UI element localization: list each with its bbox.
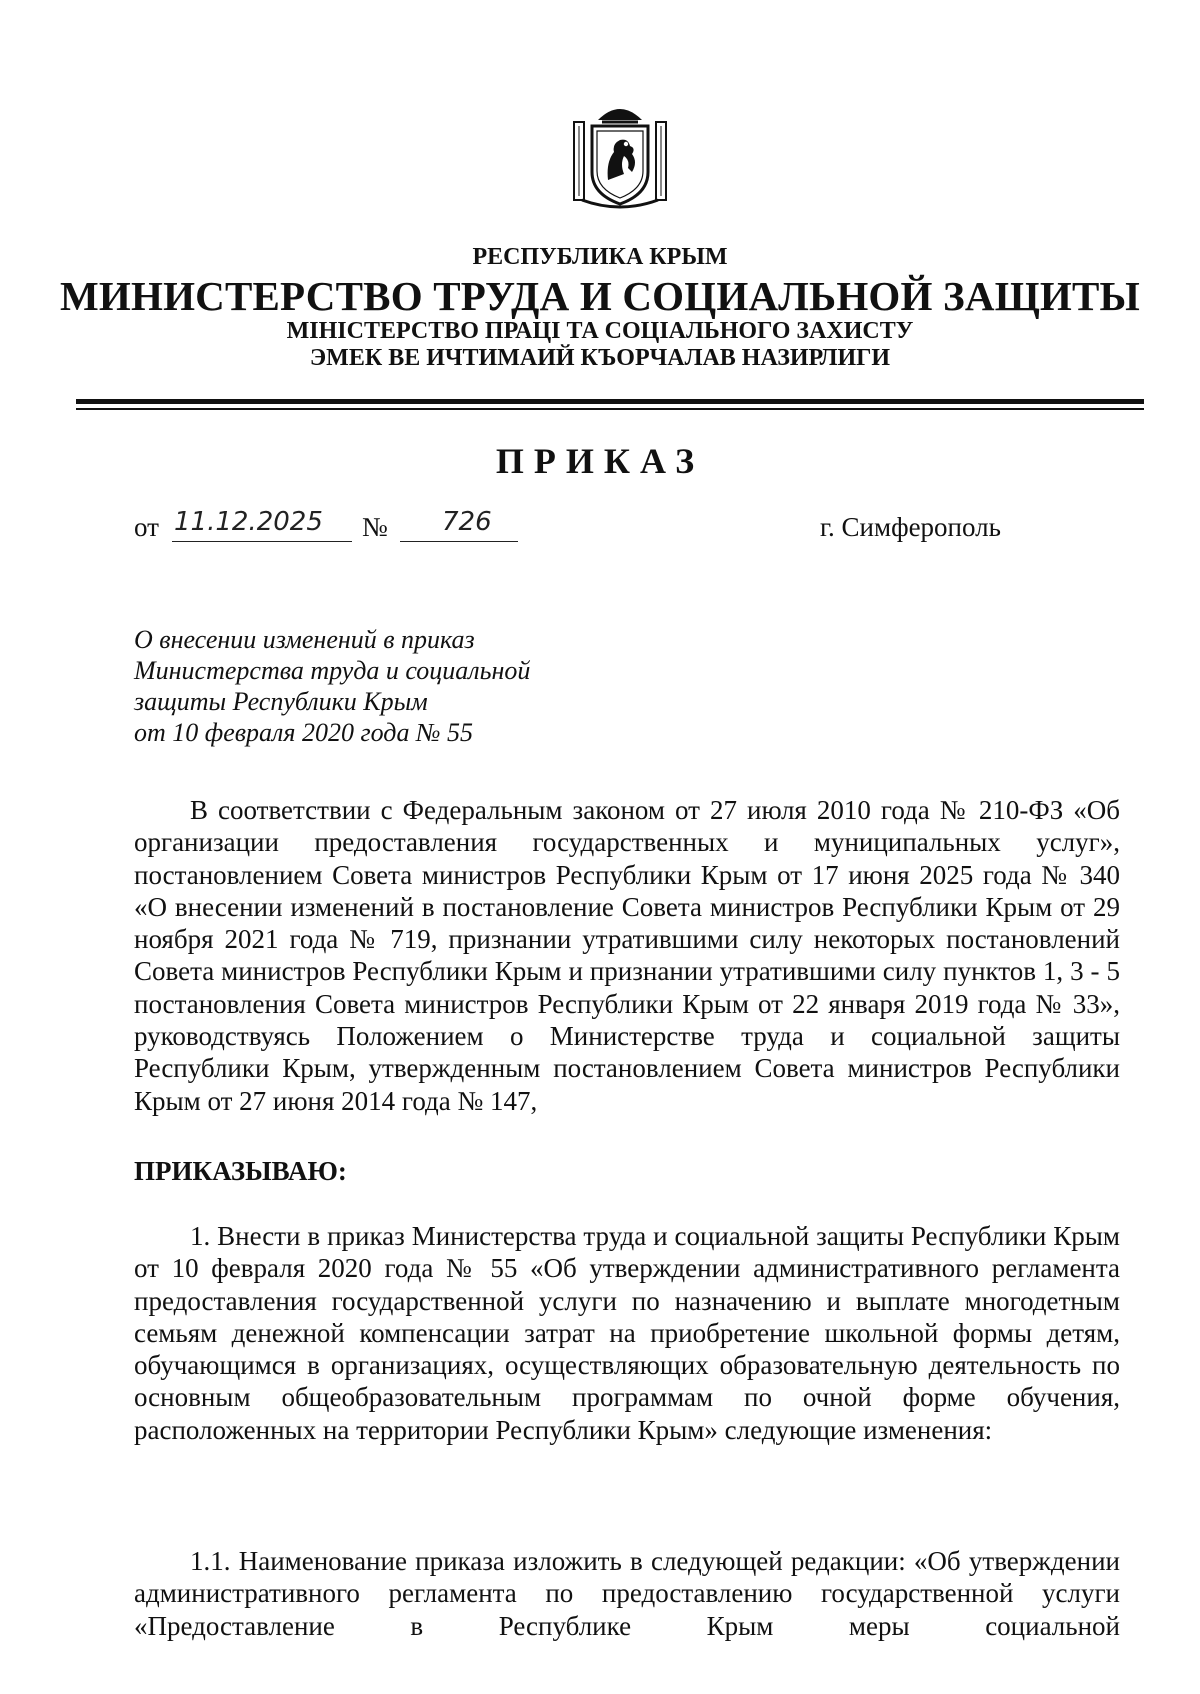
header-ministry-crimean-tatar: ЭМЕК ВЕ ИЧТИМАИЙ КЪОРЧАЛАВ НАЗИРЛИГИ: [309, 345, 891, 371]
header-ministry-ukrainian: МІНІСТЕРСТВО ПРАЦІ ТА СОЦІАЛЬНОГО ЗАХИСТУ: [286, 318, 914, 344]
item-1-paragraph: 1. Внести в приказ Министерства труда и социальной защиты Республики Крым от 10 февраля 2020 года № 55 «Об утверждении административного регламента предоставления государственной услуги по назначению и выплате многодетным семьям денежной компенсации затрат на приобретение школьной формы детям, обучающимся в организациях, осуществляющих образовательную деятельность по основным общеобразовательным программам по очной форме обучения, расположенных на территории Республики Крым» следующие изменения:: [134, 1221, 1120, 1445]
subject-line: Министерства труда и социальной: [134, 656, 531, 685]
header-divider-thin: [76, 408, 1144, 410]
item-1-1-paragraph: 1.1. Наименование приказа изложить в следующей редакции: «Об утверждении административного регламента по предоставлению государственной услуги «Предоставление в Республике Крым меры социальной: [134, 1546, 1120, 1641]
date-prefix: от: [134, 512, 159, 542]
number-prefix: №: [362, 512, 388, 542]
subject-line: О внесении изменений в приказ: [134, 625, 475, 654]
number-field: [400, 503, 518, 542]
coat-of-arms-icon: [568, 100, 672, 212]
date-field: [172, 503, 352, 542]
document-title: ПРИКАЗ: [495, 441, 705, 481]
header-divider-thick: [76, 399, 1144, 404]
header-republic: РЕСПУБЛИКА КРЫМ: [472, 244, 728, 270]
city: г. Симферополь: [820, 512, 1001, 542]
subject-block: [134, 624, 530, 748]
subject-line: от 10 февраля 2020 года № 55: [134, 718, 473, 747]
header-ministry: МИНИСТЕРСТВО ТРУДА И СОЦИАЛЬНОЙ ЗАЩИТЫ: [59, 273, 1141, 319]
handwritten-number: 726: [442, 507, 492, 537]
preamble-paragraph: В соответствии с Федеральным законом от 27 июля 2010 года № 210-ФЗ «Об организации предоставления государственных и муниципальных услуг», постановлением Совета министров Республики Крым от 17 июня 2025 года № 340 «О внесении изменений в постановление Совета министров Республики Крым от 29 ноября 2021 года № 719, признании утратившими силу некоторых постановлений Совета министров Республики Крым и признании утратившими силу пунктов 1, 3 - 5 постановления Совета министров Республики Крым от 22 января 2019 года № 33», руководствуясь Положением о Министерстве труда и социальной защиты Республики Крым, утвержденным постановлением Совета министров Республики Крым от 27 июня 2014 года № 147,: [134, 795, 1120, 1116]
handwritten-date: 11.12.2025: [174, 507, 323, 537]
subject-line: защиты Республики Крым: [134, 687, 428, 716]
order-word: ПРИКАЗЫВАЮ:: [134, 1156, 347, 1186]
